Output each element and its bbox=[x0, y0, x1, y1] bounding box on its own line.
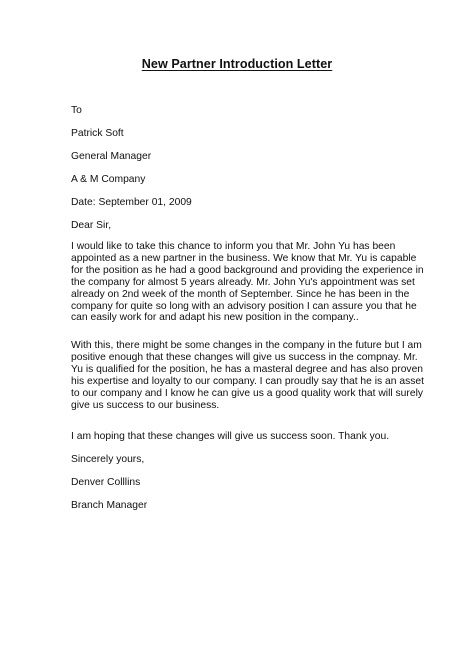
paragraph-1-line: I would like to take this chance to inform you that Mr. John Yu has been bbox=[71, 241, 396, 252]
paragraph-2-line: give us success to our business. bbox=[71, 399, 220, 411]
letter-title: New Partner Introduction Letter bbox=[141, 57, 333, 71]
paragraph-1-line: can easily work for and adapt his new position in the company.. bbox=[71, 312, 359, 324]
recipient-name: Patrick Soft bbox=[71, 128, 124, 139]
paragraph-1-line: appointed as a new partner in the business. We know that Mr. Yu is capable bbox=[71, 252, 417, 264]
paragraph-2-line: positive enough that these changes will give us success in the compnay. Mr. bbox=[71, 351, 418, 363]
paragraph-2-line: to our company and I know he can give us a good quality work that will surely bbox=[71, 387, 423, 399]
paragraph-1-line: company for quite so long with an advisory position I can assure you that he bbox=[71, 300, 417, 312]
paragraph-2-line: his expertise and loyalty to our company. I can proudly say that he is an asset bbox=[71, 375, 424, 387]
recipient-company: A & M Company bbox=[71, 174, 146, 185]
salutation: Dear Sir, bbox=[71, 220, 112, 231]
paragraph-1 bbox=[71, 241, 424, 324]
recipient-prefix: To bbox=[71, 105, 82, 116]
recipient-title: General Manager bbox=[71, 151, 152, 162]
paragraph-1-line: the company for almost 5 years already. Mr. John Yu's appointment was set bbox=[71, 276, 415, 288]
paragraph-2-line: Yu is qualified for the position, he has a masteral degree and has also proven bbox=[71, 363, 424, 375]
sender-name: Denver Colllins bbox=[71, 477, 141, 488]
closing: Sincerely yours, bbox=[71, 454, 145, 465]
letter-date: Date: September 01, 2009 bbox=[71, 197, 192, 208]
sender-title: Branch Manager bbox=[71, 500, 148, 511]
paragraph-2-line: With this, there might be some changes in the company in the future but I am bbox=[71, 340, 422, 351]
paragraph-1-line: already on 2nd week of the month of September. Since he has been in the bbox=[71, 288, 410, 300]
paragraph-1-line: for the position as he had a good background and providing the experience in bbox=[71, 264, 424, 276]
paragraph-3: I am hoping that these changes will give us success soon. Thank you. bbox=[71, 431, 390, 442]
paragraph-2 bbox=[71, 340, 424, 411]
